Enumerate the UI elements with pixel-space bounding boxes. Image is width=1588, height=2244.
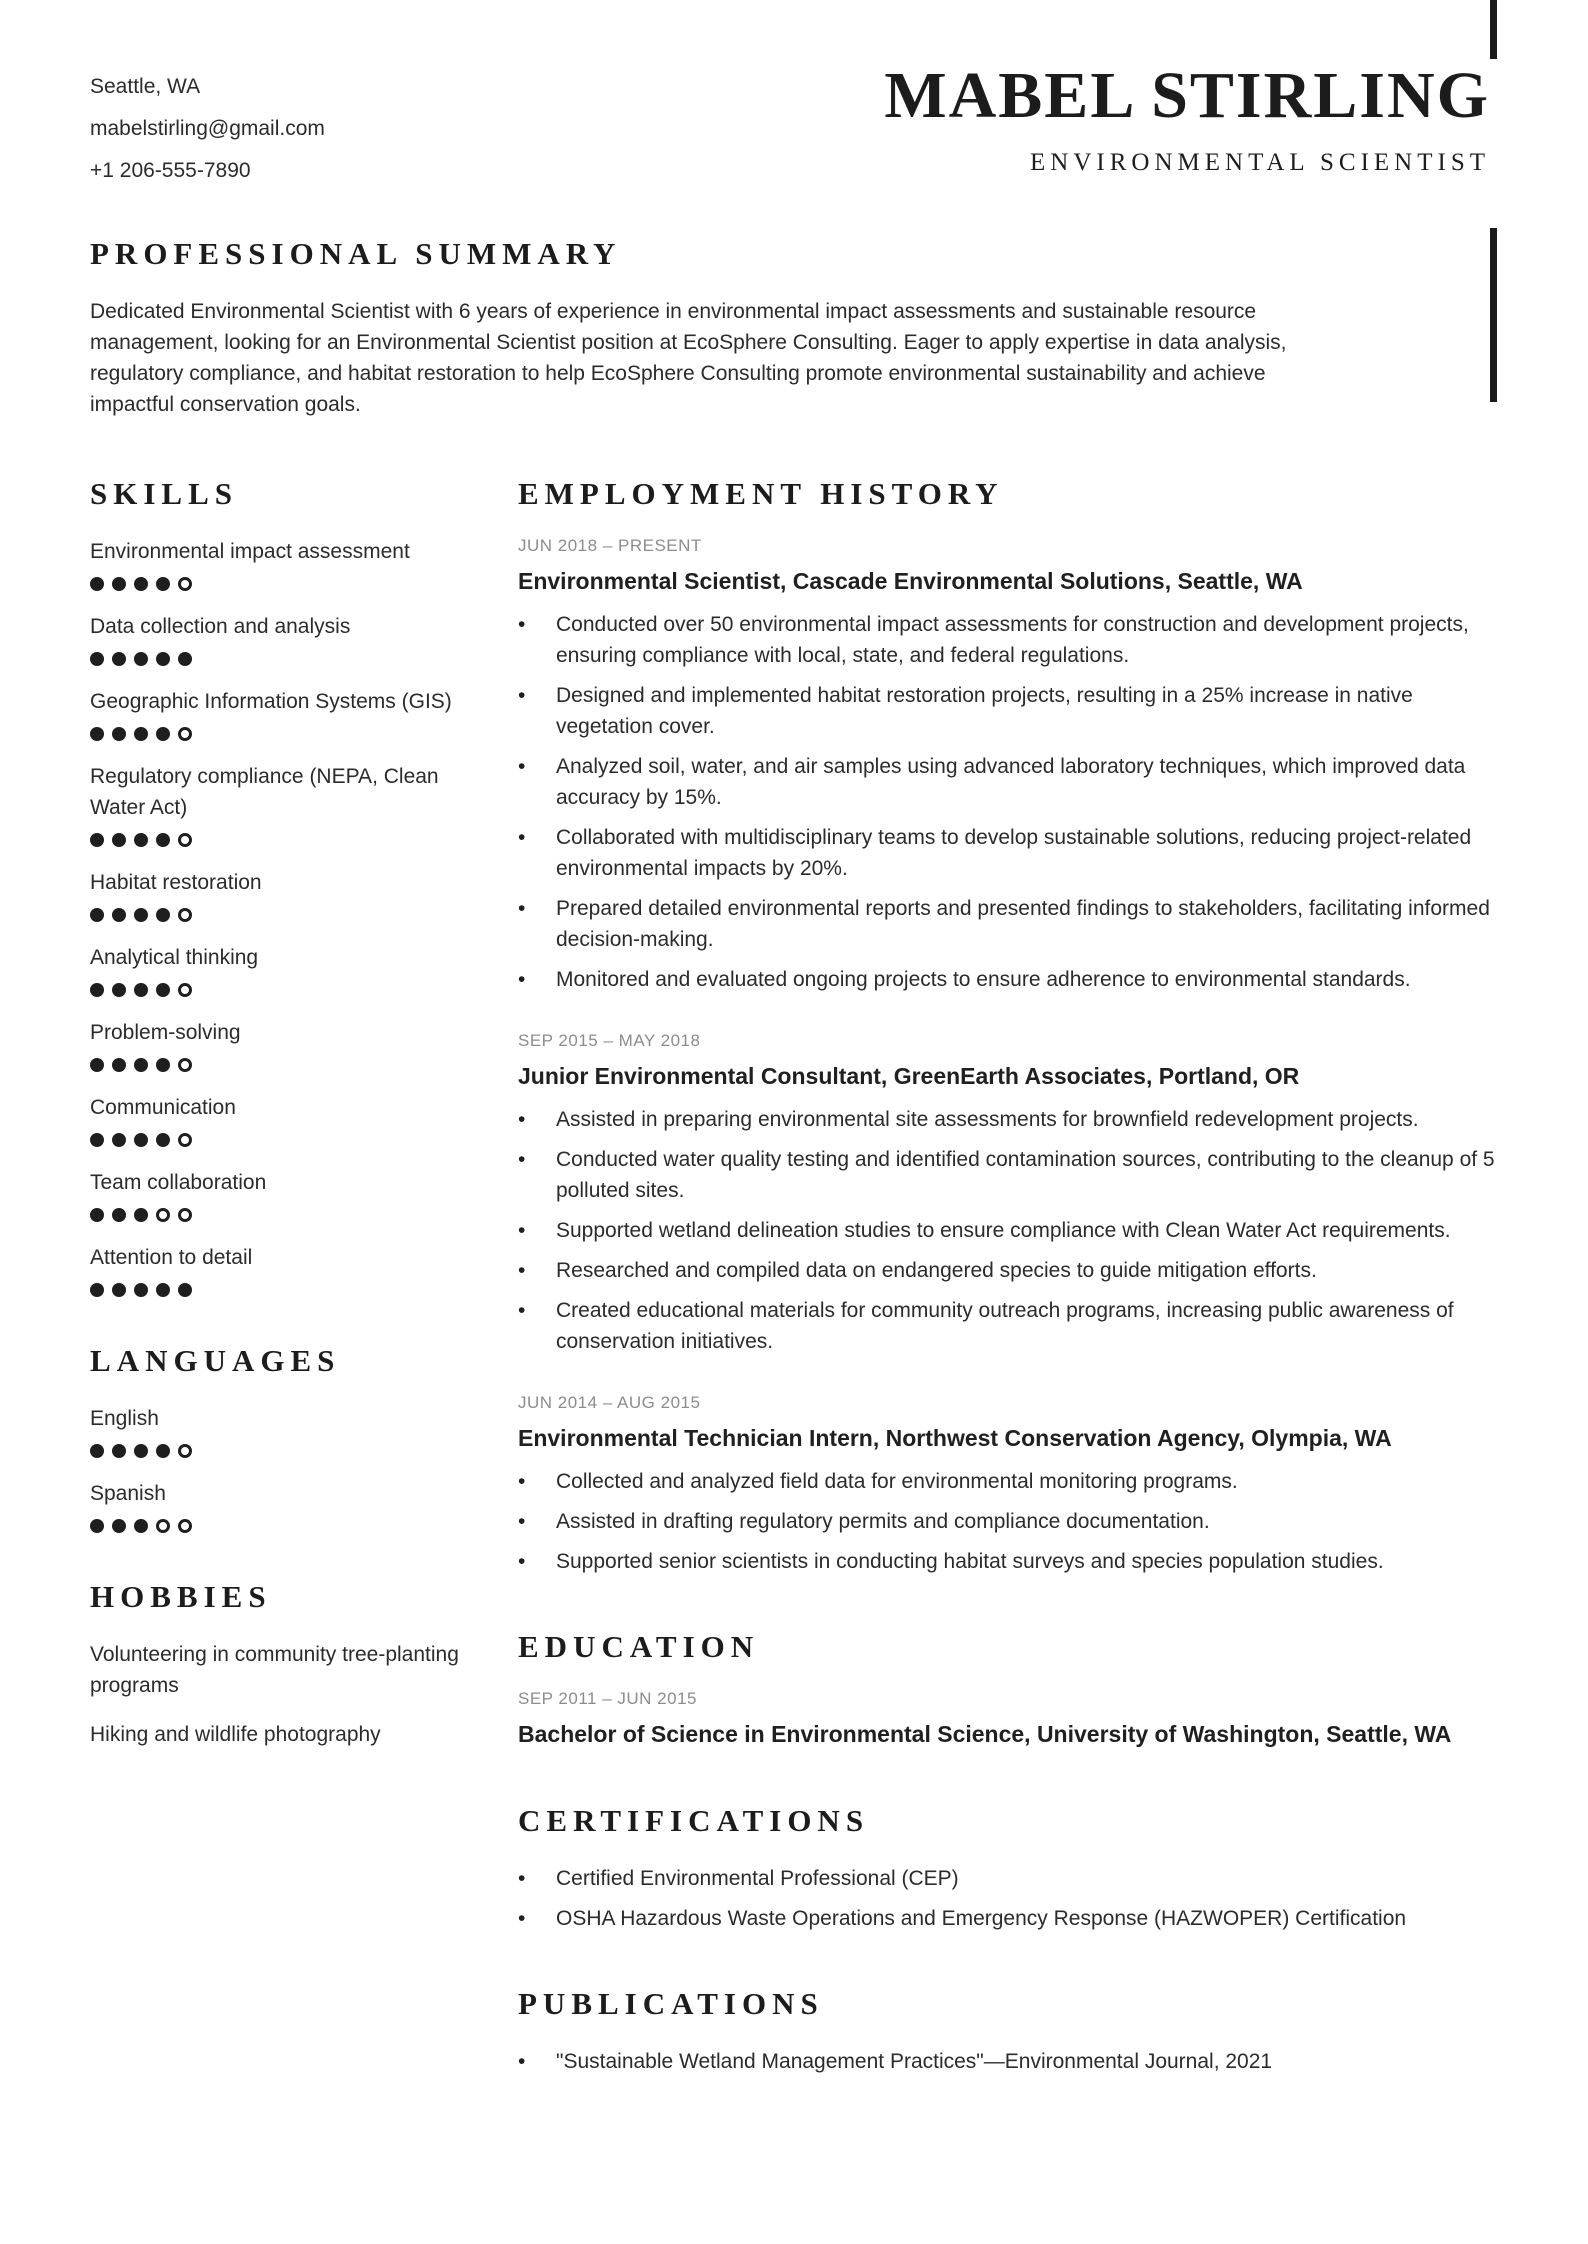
language-rating — [90, 1444, 470, 1458]
bullet-icon: • — [518, 1907, 526, 1930]
skill-item — [90, 942, 470, 997]
bullet-item — [518, 1295, 1497, 1357]
rating-dot-filled — [90, 983, 104, 997]
rating-dot-filled — [134, 1133, 148, 1147]
rating-dot-filled — [156, 1058, 170, 1072]
bullet-item — [518, 751, 1497, 813]
language-item — [90, 1478, 470, 1533]
rating-dot-filled — [134, 1058, 148, 1072]
rating-dot-filled — [134, 1208, 148, 1222]
contact-location: Seattle, WA — [90, 75, 201, 98]
language-label: English — [90, 1407, 159, 1430]
job-entry — [518, 1031, 1497, 1357]
bullet-text: Assisted in preparing environmental site assessments for brownfield redevelopment projects. — [556, 1108, 1419, 1131]
skill-rating — [90, 652, 470, 666]
bullet-item — [518, 1215, 1497, 1246]
hobbies-heading: HOBBIES — [90, 1579, 272, 1614]
job-bullets — [518, 609, 1497, 995]
skill-rating — [90, 983, 470, 997]
skills-section — [90, 476, 470, 1297]
bullet-text: Collected and analyzed field data for environmental monitoring programs. — [556, 1470, 1238, 1493]
bullet-item — [518, 964, 1497, 995]
skill-item — [90, 611, 470, 666]
rating-dot-filled — [134, 727, 148, 741]
rating-dot-filled — [134, 1519, 148, 1533]
bullet-icon: • — [518, 1299, 526, 1322]
rating-dot-filled — [90, 577, 104, 591]
rating-dot-filled — [90, 1283, 104, 1297]
rating-dot-filled — [112, 983, 126, 997]
bullet-icon: • — [518, 613, 526, 636]
education-title: Bachelor of Science in Environmental Science, University of Washington, Seattle, WA — [518, 1721, 1452, 1747]
accent-bar-top — [1490, 0, 1497, 59]
language-label: Spanish — [90, 1482, 166, 1505]
skill-item — [90, 536, 470, 591]
rating-dot-filled — [134, 983, 148, 997]
certifications-section — [518, 1803, 1497, 1934]
rating-dot-empty — [156, 1519, 170, 1533]
rating-dot-filled — [112, 577, 126, 591]
bullet-text: Assisted in drafting regulatory permits and compliance documentation. — [556, 1510, 1210, 1533]
bullet-item — [518, 1144, 1497, 1206]
education-entry — [518, 1689, 1497, 1751]
summary-section — [90, 236, 1498, 420]
bullet-item — [518, 822, 1497, 884]
job-title: Junior Environmental Consultant, GreenEarth Associates, Portland, OR — [518, 1063, 1300, 1089]
bullet-text: OSHA Hazardous Waste Operations and Emergency Response (HAZWOPER) Certification — [556, 1907, 1407, 1930]
rating-dot-filled — [112, 1519, 126, 1533]
rating-dot-filled — [112, 833, 126, 847]
bullet-icon: • — [518, 1867, 526, 1890]
certifications-list — [518, 1863, 1497, 1934]
contact-block — [90, 60, 325, 192]
job-entry — [518, 1393, 1497, 1577]
publications-heading: PUBLICATIONS — [518, 1986, 824, 2021]
hobby-item: Volunteering in community tree-planting programs — [90, 1643, 459, 1697]
job-bullets — [518, 1104, 1497, 1357]
skill-label: Geographic Information Systems (GIS) — [90, 690, 452, 713]
rating-dot-filled — [112, 652, 126, 666]
rating-dot-filled — [90, 652, 104, 666]
rating-dot-filled — [134, 908, 148, 922]
language-rating — [90, 1519, 470, 1533]
job-dates: JUN 2018 – PRESENT — [518, 536, 702, 555]
bullet-text: Designed and implemented habitat restoration projects, resulting in a 25% increase in native vegetation cover. — [556, 684, 1413, 738]
skill-item — [90, 761, 470, 847]
bullet-icon: • — [518, 1259, 526, 1282]
bullet-icon: • — [518, 897, 526, 920]
bullet-icon: • — [518, 684, 526, 707]
bullet-item — [518, 1863, 1497, 1894]
rating-dot-filled — [134, 1444, 148, 1458]
bullet-item — [518, 1104, 1497, 1135]
bullet-text: Created educational materials for community outreach programs, increasing public awareness of conservation initiatives. — [556, 1299, 1454, 1353]
rating-dot-filled — [90, 1208, 104, 1222]
rating-dot-filled — [90, 1058, 104, 1072]
skill-item — [90, 1167, 470, 1222]
rating-dot-filled — [134, 833, 148, 847]
bullet-item — [518, 609, 1497, 671]
rating-dot-filled — [90, 908, 104, 922]
skill-label: Environmental impact assessment — [90, 540, 410, 563]
bullet-icon: • — [518, 1510, 526, 1533]
rating-dot-filled — [156, 577, 170, 591]
bullet-icon: • — [518, 1148, 526, 1171]
candidate-title: ENVIRONMENTAL SCIENTIST — [1030, 149, 1490, 177]
skill-rating — [90, 833, 470, 847]
languages-heading: LANGUAGES — [90, 1343, 341, 1378]
rating-dot-filled — [156, 1444, 170, 1458]
right-column — [518, 476, 1497, 2077]
skill-label: Data collection and analysis — [90, 615, 351, 638]
job-title: Environmental Scientist, Cascade Environmental Solutions, Seattle, WA — [518, 568, 1303, 594]
job-dates: SEP 2015 – MAY 2018 — [518, 1031, 701, 1050]
bullet-item — [518, 1546, 1497, 1577]
job-bullets — [518, 1466, 1497, 1577]
bullet-icon: • — [518, 968, 526, 991]
bullet-text: Supported wetland delineation studies to ensure compliance with Clean Water Act requirements. — [556, 1219, 1451, 1242]
skill-rating — [90, 1133, 470, 1147]
contact-email: mabelstirling@gmail.com — [90, 117, 325, 140]
bullet-icon: • — [518, 1470, 526, 1493]
skill-rating — [90, 577, 470, 591]
education-dates: SEP 2011 – JUN 2015 — [518, 1689, 697, 1708]
language-item — [90, 1403, 470, 1458]
bullet-item — [518, 680, 1497, 742]
rating-dot-filled — [156, 983, 170, 997]
job-title: Environmental Technician Intern, Northwest Conservation Agency, Olympia, WA — [518, 1425, 1392, 1451]
skill-label: Regulatory compliance (NEPA, Clean Water Act) — [90, 765, 439, 819]
skill-item — [90, 1242, 470, 1297]
rating-dot-empty — [178, 833, 192, 847]
publications-section — [518, 1986, 1497, 2077]
rating-dot-filled — [134, 652, 148, 666]
skill-item — [90, 1017, 470, 1072]
rating-dot-filled — [112, 908, 126, 922]
rating-dot-filled — [90, 727, 104, 741]
bullet-text: Monitored and evaluated ongoing projects to ensure adherence to environmental standards. — [556, 968, 1411, 991]
bullet-item — [518, 2046, 1497, 2077]
rating-dot-empty — [178, 1133, 192, 1147]
bullet-text: Conducted over 50 environmental impact assessments for construction and development projects, ensuring compliance with local, state, and federal regulations. — [556, 613, 1469, 667]
education-section — [518, 1629, 1497, 1751]
bullet-text: Supported senior scientists in conducting habitat surveys and species population studies. — [556, 1550, 1384, 1573]
bullet-item — [518, 1255, 1497, 1286]
rating-dot-filled — [112, 1283, 126, 1297]
skill-label: Problem-solving — [90, 1021, 241, 1044]
job-dates: JUN 2014 – AUG 2015 — [518, 1393, 701, 1412]
bullet-text: Certified Environmental Professional (CEP) — [556, 1867, 959, 1890]
skill-item — [90, 1092, 470, 1147]
rating-dot-filled — [178, 652, 192, 666]
rating-dot-filled — [90, 833, 104, 847]
bullet-text: Conducted water quality testing and identified contamination sources, contributing to the cleanup of 5 polluted sites. — [556, 1148, 1495, 1202]
publications-list — [518, 2046, 1497, 2077]
skill-item — [90, 867, 470, 922]
skill-label: Communication — [90, 1096, 236, 1119]
bullet-icon: • — [518, 2050, 526, 2073]
bullet-item — [518, 1506, 1497, 1537]
skill-rating — [90, 908, 470, 922]
education-heading: EDUCATION — [518, 1629, 760, 1664]
skill-rating — [90, 1058, 470, 1072]
skill-label: Analytical thinking — [90, 946, 259, 969]
rating-dot-filled — [156, 908, 170, 922]
employment-section — [518, 476, 1497, 1577]
rating-dot-filled — [90, 1133, 104, 1147]
hobbies-section — [90, 1579, 470, 1750]
bullet-icon: • — [518, 1550, 526, 1573]
rating-dot-empty — [178, 1519, 192, 1533]
rating-dot-empty — [178, 1208, 192, 1222]
languages-section — [90, 1343, 470, 1533]
rating-dot-empty — [178, 983, 192, 997]
rating-dot-filled — [112, 1208, 126, 1222]
bullet-item — [518, 1466, 1497, 1497]
header — [0, 0, 1588, 192]
rating-dot-empty — [178, 908, 192, 922]
main-columns — [90, 476, 1497, 2077]
bullet-text: Prepared detailed environmental reports and presented findings to stakeholders, facilitating informed decision-making. — [556, 897, 1490, 951]
bullet-text: Analyzed soil, water, and air samples using advanced laboratory techniques, which improved data accuracy by 15%. — [556, 755, 1466, 809]
bullet-icon: • — [518, 1108, 526, 1131]
hobbies-list — [90, 1639, 470, 1750]
skill-rating — [90, 727, 470, 741]
rating-dot-empty — [178, 1444, 192, 1458]
employment-heading: EMPLOYMENT HISTORY — [518, 476, 1004, 511]
rating-dot-filled — [156, 1133, 170, 1147]
rating-dot-filled — [156, 833, 170, 847]
bullet-icon: • — [518, 826, 526, 849]
rating-dot-filled — [112, 727, 126, 741]
rating-dot-filled — [134, 577, 148, 591]
skills-heading: SKILLS — [90, 476, 239, 511]
contact-phone: +1 206-555-7890 — [90, 159, 251, 182]
candidate-name: MABEL STIRLING — [884, 59, 1490, 132]
rating-dot-filled — [156, 727, 170, 741]
skill-label: Attention to detail — [90, 1246, 253, 1269]
bullet-text: "Sustainable Wetland Management Practices"—Environmental Journal, 2021 — [556, 2050, 1273, 2073]
identity-block — [884, 60, 1490, 177]
bullet-item — [518, 893, 1497, 955]
bullet-icon: • — [518, 1219, 526, 1242]
rating-dot-filled — [112, 1444, 126, 1458]
rating-dot-filled — [178, 1283, 192, 1297]
accent-bar-summary — [1490, 228, 1497, 402]
bullet-text: Collaborated with multidisciplinary teams to develop sustainable solutions, reducing project-related environmental impacts by 20%. — [556, 826, 1472, 880]
education-list — [518, 1689, 1497, 1751]
skill-rating — [90, 1283, 470, 1297]
rating-dot-filled — [90, 1444, 104, 1458]
summary-heading: PROFESSIONAL SUMMARY — [90, 236, 622, 271]
hobby-item: Hiking and wildlife photography — [90, 1723, 381, 1746]
rating-dot-empty — [178, 577, 192, 591]
rating-dot-filled — [156, 1283, 170, 1297]
rating-dot-filled — [112, 1133, 126, 1147]
rating-dot-empty — [156, 1208, 170, 1222]
rating-dot-empty — [178, 727, 192, 741]
languages-list — [90, 1403, 470, 1533]
rating-dot-filled — [90, 1519, 104, 1533]
rating-dot-empty — [178, 1058, 192, 1072]
skill-label: Habitat restoration — [90, 871, 262, 894]
job-entry — [518, 536, 1497, 995]
jobs-list — [518, 536, 1497, 1577]
bullet-item — [518, 1903, 1497, 1934]
left-column — [90, 476, 470, 1768]
bullet-text: Researched and compiled data on endangered species to guide mitigation efforts. — [556, 1259, 1317, 1282]
skill-rating — [90, 1208, 470, 1222]
rating-dot-filled — [134, 1283, 148, 1297]
summary-text: Dedicated Environmental Scientist with 6 years of experience in environmental impact assessments and sustainable resource management, looking for an Environmental Scientist position at EcoSphere Consulting. Eager to apply expertise in data analysis, regulatory compliance, and habitat restoration to help EcoSphere Consulting promote environmental sustainability and achieve impactful conservation goals. — [90, 300, 1287, 416]
rating-dot-filled — [156, 652, 170, 666]
bullet-icon: • — [518, 755, 526, 778]
skills-list — [90, 536, 470, 1297]
skill-item — [90, 686, 470, 741]
rating-dot-filled — [112, 1058, 126, 1072]
skill-label: Team collaboration — [90, 1171, 267, 1194]
certifications-heading: CERTIFICATIONS — [518, 1803, 870, 1838]
